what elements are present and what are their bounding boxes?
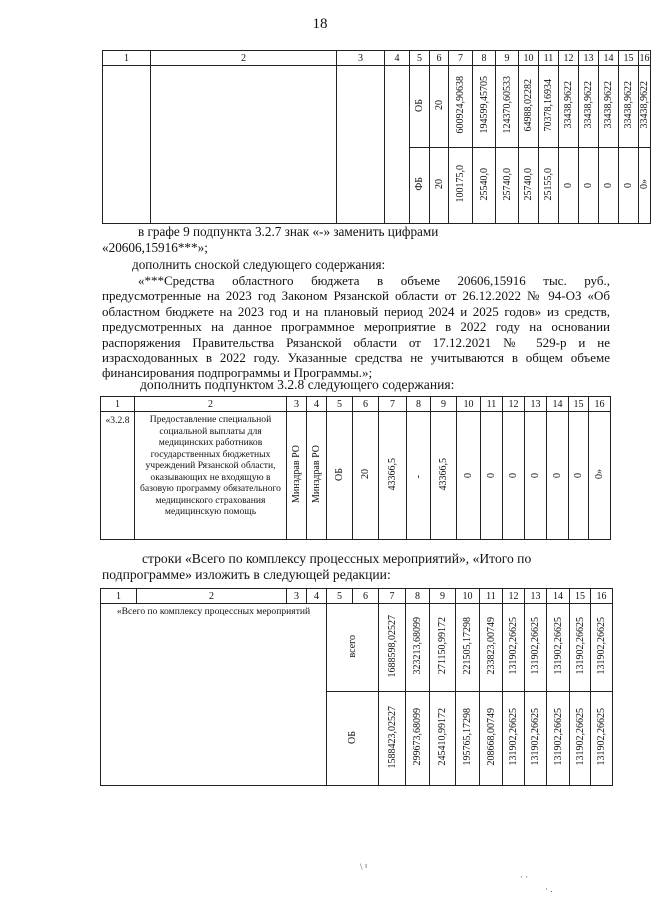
table-cell: [473, 148, 496, 224]
table-cell: «3.2.8: [101, 412, 135, 540]
table-cell: Предоставление специальной социальной выплаты для медицинских работников государственных бюджетных учреждений Рязанской области, оказывающих не входящую в базовую программу обязательного медицинского страхования медицинскую помощь: [135, 412, 287, 540]
cell-value: Минздрав РО: [311, 444, 322, 504]
table-cell: 11: [539, 51, 559, 66]
table-cell: 14: [599, 51, 619, 66]
table-cell: [473, 66, 496, 148]
scan-mark: · ·: [520, 872, 529, 882]
cell-value: 124370,60533: [501, 76, 513, 134]
table-cell: 12: [503, 397, 525, 412]
table-cell: 10: [519, 51, 539, 66]
table-cell: 8: [406, 589, 430, 604]
table-cell: 15: [570, 589, 591, 604]
table-cell: [591, 692, 613, 786]
table-cell: [407, 412, 431, 540]
cell-value: 25155,0: [543, 167, 554, 201]
cell-value: 323213,68099: [412, 617, 423, 675]
table-cell: [559, 66, 579, 148]
table-cell: [307, 412, 327, 540]
cell-value: 100175,0: [455, 165, 466, 203]
paragraph-line: «20606,15916***»;: [102, 239, 208, 255]
table-continued: [102, 50, 651, 224]
table-cell: 3: [337, 51, 385, 66]
table-cell: [456, 604, 480, 692]
table-cell: [547, 412, 569, 540]
table-cell: [410, 66, 430, 148]
row-label: «Всего по комплексу процессных мероприятий: [101, 604, 327, 786]
table-cell: 5: [410, 51, 430, 66]
table-cell: 1: [101, 397, 135, 412]
table-cell: [456, 692, 480, 786]
cell-value: 0: [603, 183, 614, 188]
cell-value: 0»: [639, 179, 650, 189]
table-cell: [410, 148, 430, 224]
table-cell: [639, 66, 651, 148]
cell-value: ОБ: [414, 98, 425, 112]
header-row: [101, 589, 613, 604]
table-cell: 13: [579, 51, 599, 66]
table-cell: [327, 604, 379, 692]
table-cell: [619, 148, 639, 224]
cell-value: 131902,26625: [508, 617, 519, 675]
table-cell: 4: [385, 51, 410, 66]
cell-value: 245410,99172: [437, 708, 448, 766]
table-cell: 7: [379, 589, 406, 604]
table-cell: [570, 604, 591, 692]
paragraph-rows-edit: [102, 551, 610, 583]
table-cell: [406, 604, 430, 692]
cell-value: 0: [552, 473, 563, 478]
cell-value: 33438,9622: [639, 81, 650, 129]
cell-value: ОБ: [334, 467, 345, 481]
cell-value: 25740,0: [501, 167, 513, 201]
cell-value: 131902,26625: [596, 617, 607, 675]
cell-value: 0: [563, 183, 574, 188]
table-cell: [327, 692, 379, 786]
cell-value: 131902,26625: [530, 617, 541, 675]
table-cell: [449, 148, 473, 224]
table-cell: [287, 412, 307, 540]
cell-value: ФБ: [414, 177, 425, 191]
table-cell: [519, 66, 539, 148]
table-cell: [570, 692, 591, 786]
footnote-text: «***Средства областного бюджета в объеме 20606,15916 тыс. руб., предусмотренные на 2023 год Законом Рязанской области от 26.12.2022 № 94-ОЗ «Об областном бюджете на 2023 год и на плановый период 2024 и 2025 годов» из средств, предусмотренных на данное программное мероприятие в 2022 году на основании распоряжения Правительства Рязанской области от 17.12.2021 № 529-р и не израсходованных в 2022 году. Указанные средства не учитываются в общем объеме финансирования подпрограммы и Программы.»;: [102, 273, 610, 381]
table-cell: [503, 412, 525, 540]
table-cell: 12: [559, 51, 579, 66]
table-cell: [579, 148, 599, 224]
table-cell: 10: [456, 589, 480, 604]
table-cell: 1: [101, 589, 137, 604]
table-cell: 9: [430, 589, 456, 604]
cell-value: 20: [360, 469, 371, 479]
table-cell: [547, 692, 570, 786]
cell-value: 233823,00749: [485, 617, 497, 675]
table-cell: [406, 692, 430, 786]
table-cell: [430, 604, 456, 692]
cell-value: 25740,0: [523, 167, 534, 201]
table-cell: 4: [307, 589, 327, 604]
table-cell: [525, 412, 547, 540]
table-cell: [430, 66, 449, 148]
table-cell: 16: [589, 397, 611, 412]
cell-value: ОБ: [347, 730, 358, 744]
cell-value: 33438,9622: [603, 81, 614, 129]
cell-value: 0: [623, 183, 634, 188]
table-cell: [619, 66, 639, 148]
paragraph-add-subitem: дополнить подпунктом 3.2.8 следующего содержания:: [140, 377, 455, 392]
table-cell: 11: [480, 589, 503, 604]
table-cell: [525, 604, 547, 692]
table-cell: 1: [103, 51, 151, 66]
cell-value: 600924,90638: [455, 76, 466, 134]
table-row-vsego: [101, 604, 613, 692]
scan-mark: \ ¹: [360, 862, 368, 872]
cell-value: 1688598,02527: [386, 614, 398, 678]
table-cell: [496, 148, 519, 224]
table-cell: 16: [591, 589, 613, 604]
table-cell: 6: [430, 51, 449, 66]
cell-value: 1588423,02527: [386, 705, 398, 769]
table-cell: [547, 604, 570, 692]
table-cell: 8: [407, 397, 431, 412]
table-cell: 13: [525, 397, 547, 412]
cell-value: 271150,99172: [437, 617, 448, 675]
table-cell: 5: [327, 397, 353, 412]
table-cell: 10: [457, 397, 481, 412]
table-subitem-3-2-8: [100, 396, 611, 540]
table-cell: 15: [619, 51, 639, 66]
table-cell: 16: [639, 52, 650, 64]
cell-value: 25540,0: [478, 167, 490, 201]
cell-value: 221505,17298: [462, 617, 473, 675]
cell-value: 131902,26625: [530, 708, 541, 766]
table-cell: [519, 148, 539, 224]
cell-value: 0: [508, 473, 519, 478]
table-cell: [430, 692, 456, 786]
table-cell: 2: [137, 589, 287, 604]
table-cell: 6: [353, 589, 379, 604]
table-row-ob: [103, 66, 651, 148]
cell-value: 131902,26625: [574, 617, 586, 675]
table-cell: [103, 66, 151, 224]
paragraph-line: строки «Всего по комплексу процессных мероприятий», «Итого по: [142, 551, 532, 566]
cell-value: 43366,5: [387, 457, 398, 491]
table-cell: 8: [473, 51, 496, 66]
table-cell: 15: [569, 397, 589, 412]
table-cell: 3: [287, 589, 307, 604]
paragraph-line: в графе 9 подпункта 3.2.7 знак «-» заменить цифрами: [138, 224, 439, 239]
table-cell: [579, 66, 599, 148]
cell-value: 0: [486, 473, 497, 478]
cell-value: 43366,5: [438, 457, 449, 491]
table-cell: 14: [547, 589, 570, 604]
table-cell: 13: [525, 589, 547, 604]
table-cell: [599, 66, 619, 148]
table-cell: [151, 66, 337, 224]
table-cell: [481, 412, 503, 540]
cell-value: 299673,68099: [412, 708, 423, 766]
cell-value: 131902,26625: [574, 708, 586, 766]
cell-value: 0: [530, 473, 541, 478]
cell-value: 194599,45705: [478, 76, 490, 134]
paragraph-line: подпрограмме» изложить в следующей редакции:: [102, 567, 391, 582]
table-cell: [431, 412, 457, 540]
table-cell: [503, 692, 525, 786]
cell-value: 0: [583, 183, 594, 188]
table-cell: 11: [481, 397, 503, 412]
header-row: [103, 51, 651, 66]
cell-value: 64988,02282: [523, 78, 534, 132]
cell-value: Минздрав РО: [291, 444, 302, 504]
page-number: 18: [312, 16, 328, 32]
cell-value: 208668,00749: [485, 708, 497, 766]
paragraph-replace-sign: [102, 224, 610, 255]
table-cell: 7: [379, 397, 407, 412]
table-cell: [457, 412, 481, 540]
cell-value: 0: [463, 473, 474, 478]
table-cell: [337, 66, 385, 224]
table-row: [101, 412, 611, 540]
cell-value: 0»: [594, 469, 605, 479]
cell-value: 131902,26625: [596, 708, 607, 766]
cell-value: 70378,16934: [543, 78, 554, 132]
table-cell: [353, 412, 379, 540]
table-cell: [496, 66, 519, 148]
table-cell: 9: [496, 51, 519, 66]
cell-value: 131902,26625: [552, 708, 564, 766]
table-cell: 3: [287, 397, 307, 412]
table-cell: [599, 148, 619, 224]
cell-value: 20: [433, 100, 445, 110]
cell-value: 33438,9622: [563, 81, 574, 129]
table-cell: [379, 412, 407, 540]
cell-value: 131902,26625: [552, 617, 564, 675]
table-cell: [589, 412, 611, 540]
table-cell: [449, 66, 473, 148]
table-cell: 12: [503, 589, 525, 604]
cell-value: 0: [573, 473, 584, 478]
cell-value: 195765,17298: [462, 708, 473, 766]
table-cell: 7: [449, 51, 473, 66]
table-cell: [503, 604, 525, 692]
table-cell: 9: [431, 397, 457, 412]
cell-value: 33438,9622: [623, 81, 634, 129]
table-cell: [539, 66, 559, 148]
table-cell: 4: [307, 397, 327, 412]
table-cell: [639, 148, 651, 224]
table-cell: [480, 604, 503, 692]
table-cell: [480, 692, 503, 786]
table-cell: [385, 66, 410, 224]
scan-mark: · .: [545, 884, 553, 894]
header-row: [101, 397, 611, 412]
table-cell: [525, 692, 547, 786]
table-cell: 5: [327, 589, 353, 604]
table-cell: 2: [135, 397, 287, 412]
table-cell: [591, 604, 613, 692]
table-cell: [379, 692, 406, 786]
table-cell: 14: [547, 397, 569, 412]
cell-value: 131902,26625: [508, 708, 519, 766]
table-cell: [327, 412, 353, 540]
table-cell: [379, 604, 406, 692]
cell-value: 20: [433, 179, 445, 189]
table-cell: 2: [151, 51, 337, 66]
paragraph-add-footnote: дополнить сноской следующего содержания:: [132, 257, 386, 272]
table-total: [100, 588, 613, 786]
table-cell: [559, 148, 579, 224]
table-cell: [430, 148, 449, 224]
cell-value: -: [413, 474, 424, 478]
cell-value: всего: [347, 634, 358, 658]
table-cell: [569, 412, 589, 540]
table-cell: 6: [353, 397, 379, 412]
table-cell: [539, 148, 559, 224]
cell-value: 33438,9622: [583, 81, 594, 129]
